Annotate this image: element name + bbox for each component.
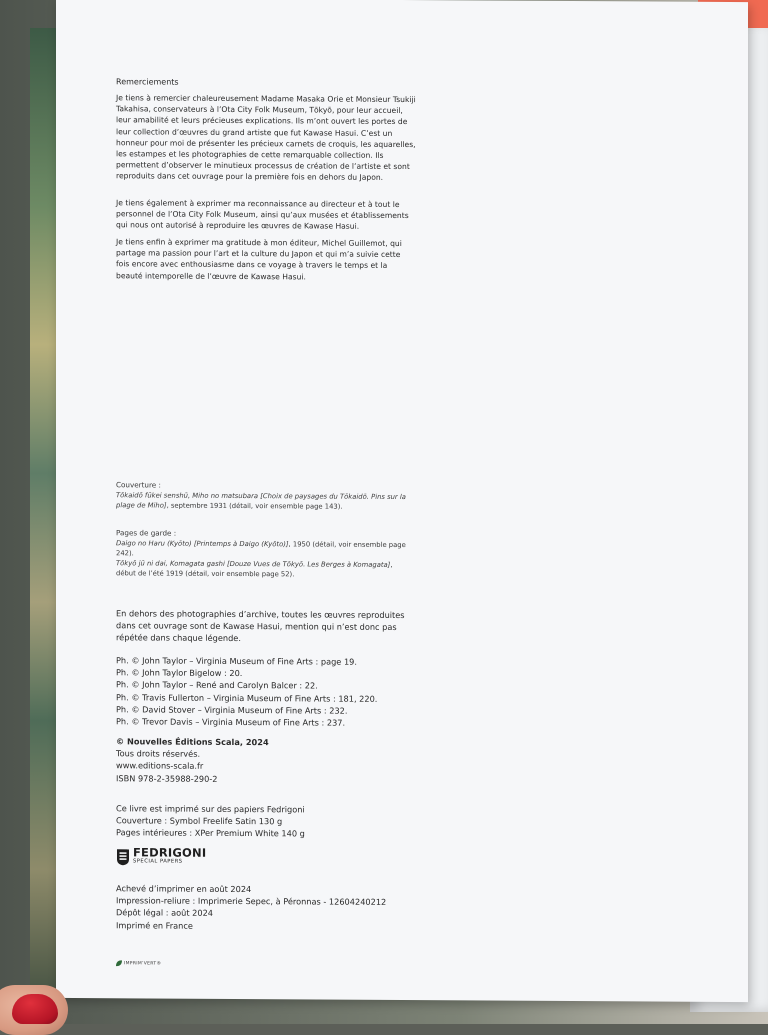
logo-subtitle: SPECIAL PAPERS: [133, 858, 183, 865]
photo-credit-line: Ph. © David Stover – Virginia Museum of Fine Arts : 232.: [116, 704, 348, 716]
acknowledgements-paragraph-3: Je tiens enfin à exprimer ma gratitude à mon éditeur, Michel Guillemot, qui partage ma passion pour l’art et la culture du Japon et qui m’a suivie cette fois encore avec enthousiasme dans ce voyage à travers le temps et la beauté intemporelle de l’œuvre de Kawase Hasui.: [116, 237, 402, 282]
paper-line-1: Ce livre est imprimé sur des papiers Fedrigoni: [116, 803, 305, 815]
printing-line-2: Impression-reliure : Imprimerie Sepec, à Péronnas - 12604240212: [116, 895, 387, 908]
printing-line-1: Achevé d’imprimer en août 2024: [116, 883, 252, 895]
paper-line-3: Pages intérieures : XPer Premium White 140 g: [116, 827, 305, 839]
photo-credits: [116, 654, 436, 729]
imprim-vert-text: IMPRIM’VERT®: [124, 960, 162, 967]
logo-wordmark: FEDRIGONI: [133, 845, 207, 860]
printing-line-3: Dépôt légal : août 2024: [116, 907, 213, 919]
endpaper-2-detail: , début de l’été 1919 (détail, voir ensemble page 52).: [116, 560, 393, 579]
copyright-block: [116, 735, 416, 786]
endpaper-2-title: Tōkyō jū ni dai, Komagata gashi [Douze Vues de Tōkyō. Les Berges à Komagata]: [116, 559, 391, 569]
cover-credit: [116, 480, 406, 512]
acknowledgements-paragraph-2: Je tiens également à exprimer ma reconnaissance au directeur et à tout le personnel de l’Ota City Folk Museum, ainsi qu’aux musées et établissements qui nous ont autorisé à reproduire les œuvres de Kawase Hasui.: [116, 198, 409, 232]
red-fingernail: [12, 994, 58, 1024]
rights-line: Tous droits réservés.: [116, 748, 201, 759]
imprim-vert-logo: [116, 960, 161, 966]
printing-line-4: Imprimé en France: [116, 919, 193, 931]
cover-title: Tōkaidō fūkei senshū, Miho no matsubara [Choix de paysages du Tōkaidō. Pins sur la plage de Miho]: [116, 491, 406, 510]
endpapers-label: Pages de garde :: [116, 528, 177, 538]
website-line: www.editions-scala.fr: [116, 760, 204, 772]
printing-info: [116, 882, 456, 933]
photo-credit-line: Ph. © John Taylor Bigelow : 20.: [116, 667, 243, 679]
endpaper-1-detail: , 1950 (détail, voir ensemble page 242).: [116, 540, 406, 558]
reproduction-note: En dehors des photographies d’archive, toutes les œuvres reproduites dans cet ouvrage sont de Kawase Hasui, mention qui n’est donc pas répétée dans chaque légende.: [116, 608, 405, 644]
endpaper-1-title: Daigo no Haru (Kyōto) [Printemps à Daigo (Kyōto)]: [116, 539, 289, 549]
isbn-line: ISBN 978-2-35988-290-2: [116, 772, 218, 784]
endpapers-credit: [116, 528, 406, 580]
acknowledgements-title: Remerciements: [116, 77, 179, 87]
leaf-icon: [116, 960, 122, 966]
photo-credit-line: Ph. © John Taylor – Virginia Museum of Fine Arts : page 19.: [116, 655, 357, 667]
fedrigoni-logo: [116, 845, 207, 867]
cover-label: Couverture :: [116, 480, 161, 490]
acknowledgements-paragraph-1: Je tiens à remercier chaleureusement Madame Masaka Orie et Monsieur Tsukiji Takahisa, conservateurs à l’Ota City Folk Museum, Tōkyō, pour leur accueil, leur amabilité et leurs précieuses explications. Ils m’ont ouvert les portes de leur collection d’œuvres du grand artiste que fut Kawase Hasui. C’est un honneur pour moi de présenter les précieux carnets de croquis, les aquarelles, les estampes et les photographies de cette remarquable collection. Ils permettent d’observer le minutieux processus de création de l’artiste et sont reproduits dans cet ouvrage pour la première fois en dehors du Japon.: [116, 93, 416, 183]
photo-credit-line: Ph. © John Taylor – René and Carolyn Balcer : 22.: [116, 679, 318, 691]
cover-detail: , septembre 1931 (détail, voir ensemble page 143).: [166, 501, 343, 511]
paper-info: [116, 802, 416, 840]
photo-credit-line: Ph. © Travis Fullerton – Virginia Museum of Fine Arts : 181, 220.: [116, 691, 378, 704]
paper-line-2: Couverture : Symbol Freelife Satin 130 g: [116, 815, 283, 827]
photo-credit-line: Ph. © Trevor Davis – Virginia Museum of Fine Arts : 237.: [116, 716, 346, 728]
fedrigoni-emblem-icon: [116, 848, 130, 866]
book-page: [56, 0, 748, 1002]
copyright-line: © Nouvelles Éditions Scala, 2024: [116, 736, 269, 748]
